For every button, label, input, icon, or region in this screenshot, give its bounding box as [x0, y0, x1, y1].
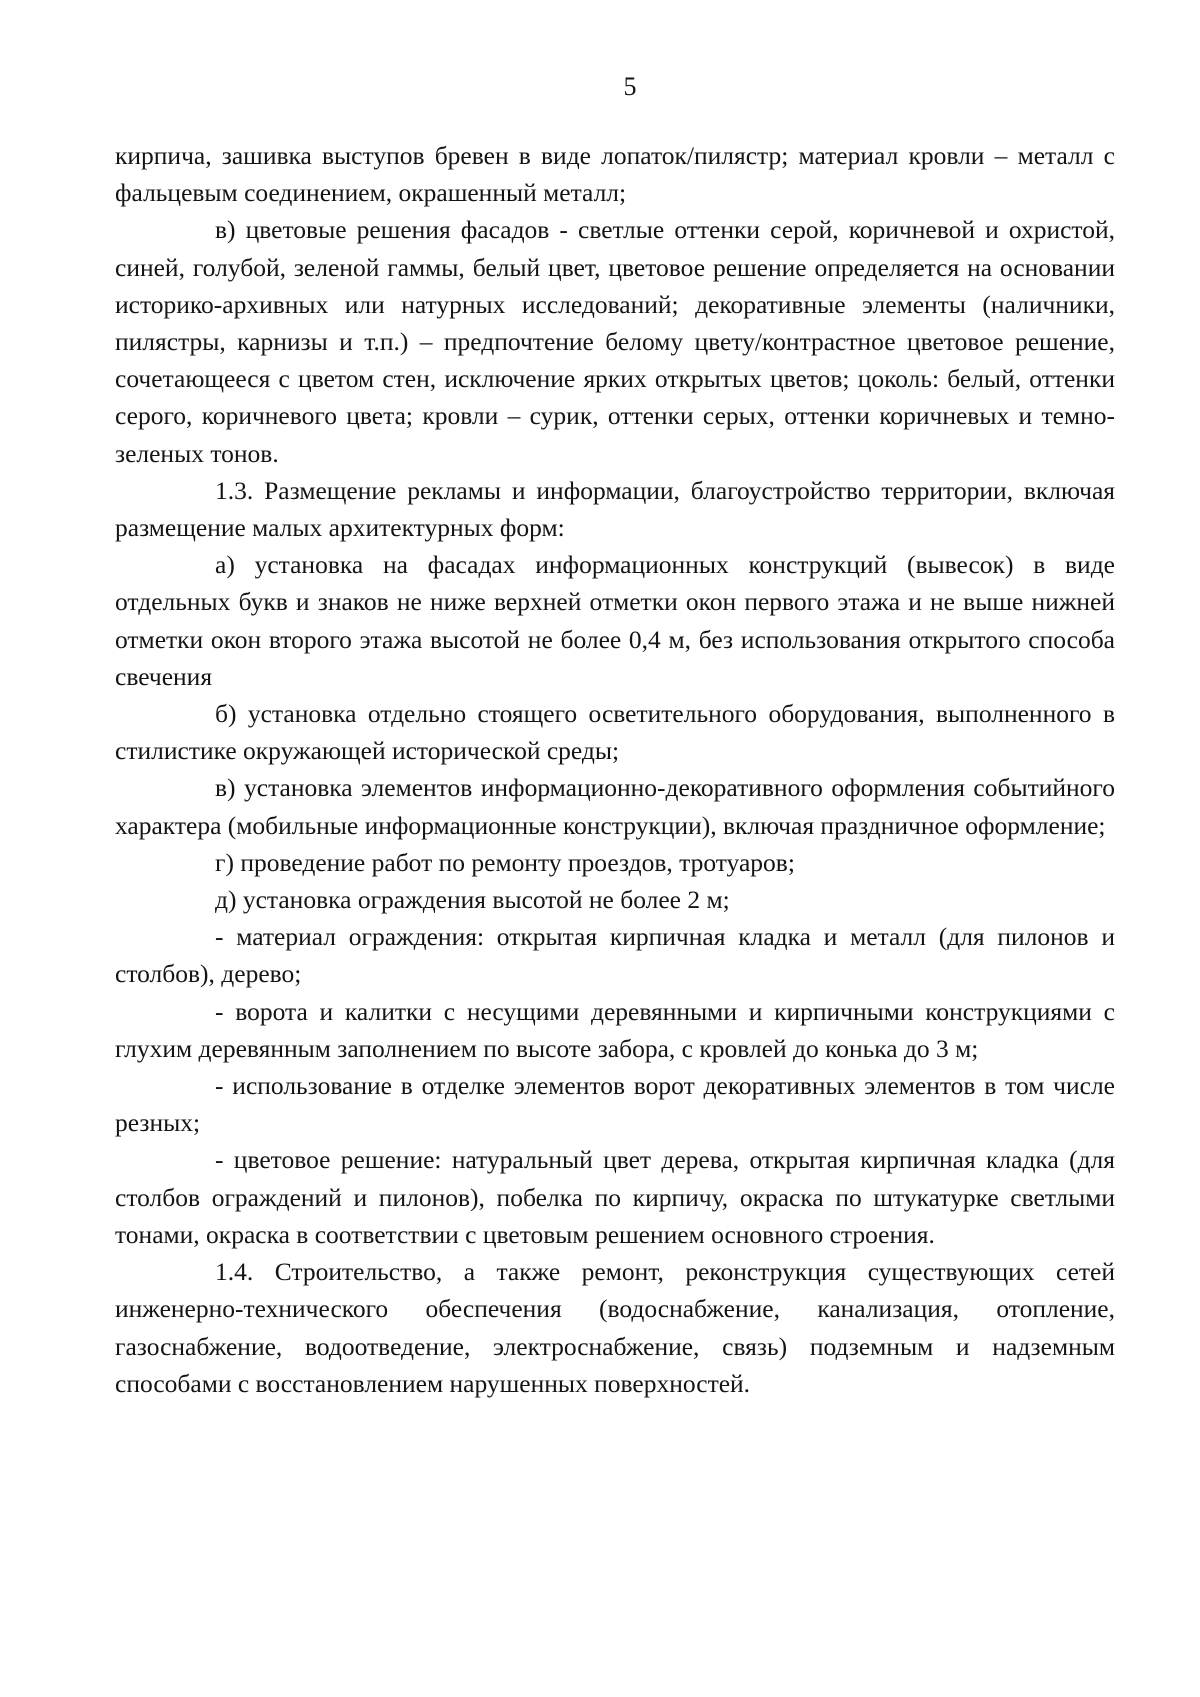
page-number: 5 [623, 72, 637, 101]
paragraph-section-1-3: 1.3. Размещение рекламы и информации, благоустройство территории, включая размещение малых архитектурных форм: [115, 475, 1115, 543]
paragraph-item-b: б) установка отдельно стоящего осветительного оборудования, выполненного в стилистике окружающей исторической среды; [115, 699, 1115, 766]
paragraph-item-a: а) установка на фасадах информационных конструкций (вывесок) в виде отдельных букв и знаков не ниже верхней отметки окон первого этажа и не выше нижней отметки окон второго этажа высотой не более 0,4 м, без использования открытого способа свечения [115, 550, 1115, 691]
paragraph-gates: - ворота и калитки с несущими деревянными и кирпичными конструкциями с глухим деревянным заполнением по высоте забора, с кровлей до конька до 3 м; [115, 996, 1115, 1063]
paragraph-gate-decor: - использование в отделке элементов ворот декоративных элементов в том числе резных; [115, 1071, 1115, 1138]
paragraph-item-g: г) проведение работ по ремонту проездов, тротуаров; [215, 847, 795, 877]
paragraph-facade-colors: в) цветовые решения фасадов - светлые оттенки серой, коричневой и охристой, синей, голубой, зеленой гаммы, белый цвет, цветовое решение определяется на основании историко-архивных или натурных исследований; декоративные элементы (наличники, пилястры, карнизы и т.п.) – предпочтение белому цвету/контрастное цветовое решение, сочетающееся с цветом стен, исключение ярких открытых цветов; цоколь: белый, оттенки серого, коричневого цвета; кровли – сурик, оттенки серых, оттенки коричневых и темно-зеленых тонов. [115, 215, 1115, 468]
document-body [115, 137, 1115, 1402]
paragraph-item-d: д) установка ограждения высотой не более 2 м; [215, 885, 730, 915]
paragraph-section-1-4: 1.4. Строительство, а также ремонт, реконструкция существующих сетей инженерно-технического обеспечения (водоснабжение, канализация, отопление, газоснабжение, водоотведение, электроснабжение, связь) подземным и надземным способами с восстановлением нарушенных поверхностей. [115, 1257, 1115, 1398]
paragraph-fence-material: - материал ограждения: открытая кирпичная кладка и металл (для пилонов и столбов), дерево; [115, 922, 1115, 989]
paragraph-item-v: в) установка элементов информационно-декоративного оформления событийного характера (мобильные информационные конструкции), включая праздничное оформление; [115, 773, 1115, 840]
paragraph-continuation: кирпича, зашивка выступов бревен в виде лопаток/пилястр; материал кровли – металл с фальцевым соединением, окрашенный металл; [115, 141, 1115, 208]
paragraph-color-solution: - цветовое решение: натуральный цвет дерева, открытая кирпичная кладка (для столбов ограждений и пилонов), побелка по кирпичу, окраска по штукатурке светлыми тонами, окраска в соответствии с цветовым решением основного строения. [115, 1145, 1115, 1249]
